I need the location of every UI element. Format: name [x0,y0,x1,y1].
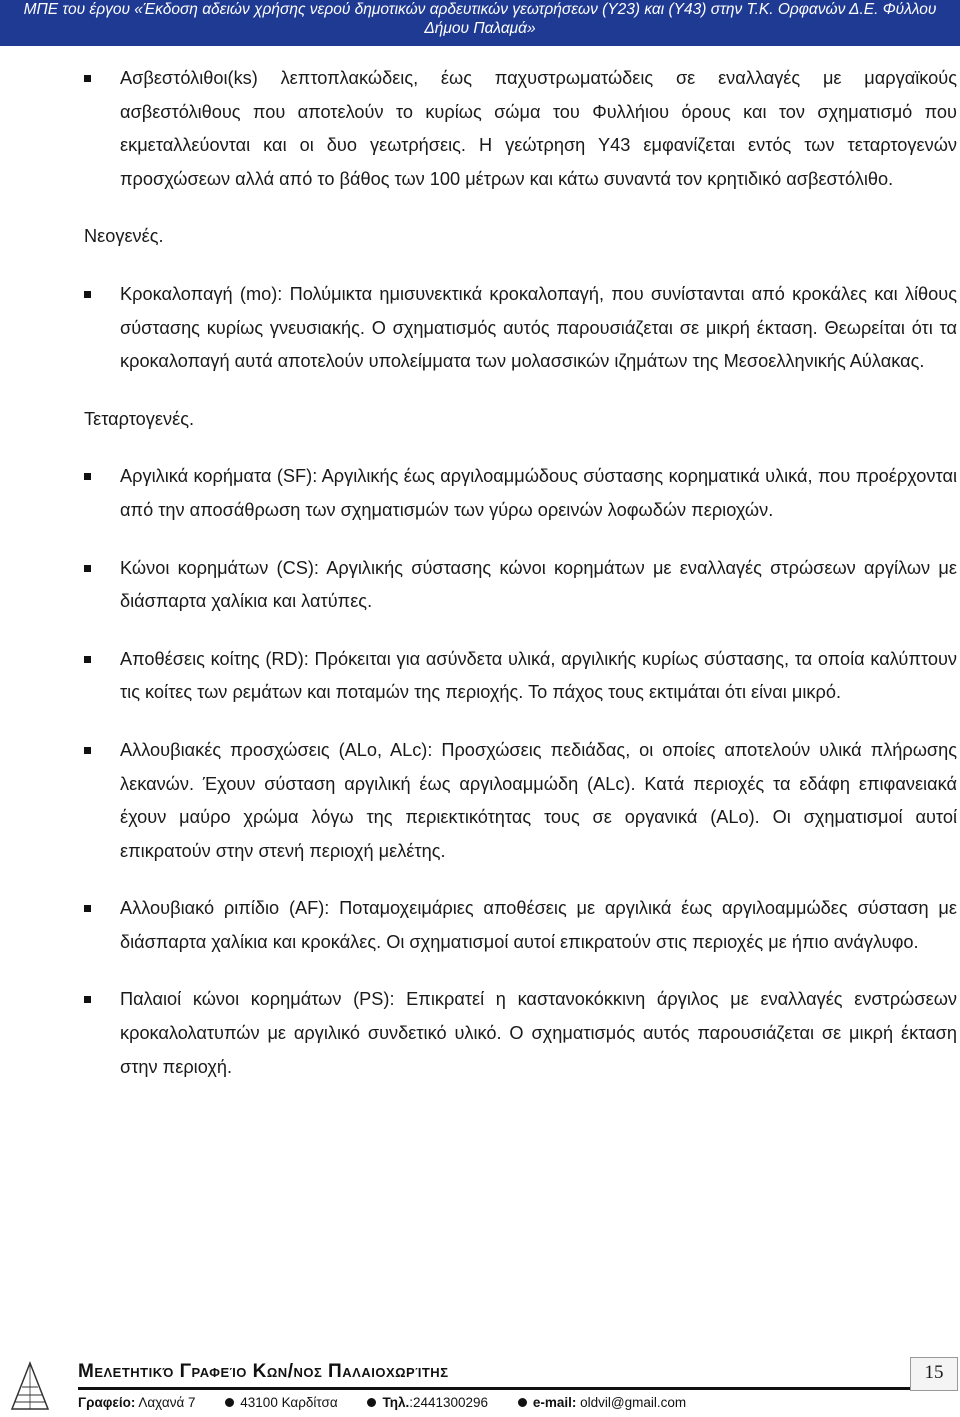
paragraph-limestones: Ασβεστόλιθοι(ks) λεπτοπλακώδεις, έως παχυστρωματώδεις σε εναλλαγές με μαργαϊκούς ασβεστόλιθους που αποτελούν το κυρίως σώμα του Φυλλήιου όρους και τον σχηματισμό που εκμεταλλεύονται και οι δυο γεωτρήσεις. Η γεώτρηση Υ43 εμφανίζεται εντός των τεταρτογενών προσχώσεων αλλά από το βάθος των 100 μέτρων και κάτω συναντά τον κρητιδικό ασβεστόλιθο. [120,68,957,189]
company-logo-icon [8,1359,52,1411]
bullet-paragraph-cs [84,552,957,619]
document-footer [0,1355,960,1417]
bullet-paragraph-af [84,892,957,959]
square-bullet-icon [84,291,91,298]
heading-neogene: Νεογενές. [84,226,164,247]
paragraph-cs: Κώνοι κορημάτων (CS): Αργιλικής σύστασης κώνοι κορημάτων με εναλλαγές στρώσεων αργίλων με διάσπαρτα χαλίκια και λατύπες. [120,557,957,612]
square-bullet-icon [84,565,91,572]
bullet-dot-icon [518,1398,527,1407]
phone-number: :2441300296 [409,1395,489,1410]
square-bullet-icon [84,473,91,480]
heading-quaternary: Τεταρτογενές. [84,408,195,429]
square-bullet-icon [84,996,91,1003]
page-number: 15 [910,1357,958,1391]
email-address: oldvil@gmail.com [580,1395,687,1410]
phone-label: Τηλ. [382,1395,410,1410]
square-bullet-icon [84,656,91,663]
bullet-paragraph-conglomerates [84,278,957,379]
paragraph-sf: Αργιλικά κορήματα (SF): Αργιλικής έως αργιλοαμμώδους σύστασης κορηματικά υλικά, που προέρχονται από την αποσάθρωση των σχηματισμών των γύρω ορεινών λοφωδών περιοχών. [120,466,957,520]
postal-address: 43100 Καρδίτσα [240,1395,338,1410]
page-body [84,62,957,1084]
bullet-dot-icon [225,1398,234,1407]
paragraph-rd: Αποθέσεις κοίτης (RD): Πρόκειται για ασύνδετα υλικά, αργιλικής κυρίως σύστασης, τα οποία καλύπτουν τις κοίτες των ρεμάτων και ποταμών της περιοχής. Το πάχος τους εκτιμάται ότι είναι μικρό. [120,648,957,703]
bullet-paragraph-limestones [84,62,957,196]
office-address: Λαχανά 7 [138,1395,196,1410]
contact-line [78,1395,686,1410]
paragraph-ps: Παλαιοί κώνοι κορημάτων (PS): Επικρατεί η καστανοκόκκινη άργιλος με εναλλαγές ενστρώσεων κροκαλολατυπών με αργιλικό συνδετικό υλικό. Ο σχηματισμός αυτός παρουσιάζεται σε μικρή έκταση στην περιοχή. [120,989,957,1077]
square-bullet-icon [84,75,91,82]
header-line-2: Δήμου Παλαμά» [424,20,536,37]
square-bullet-icon [84,747,91,754]
bullet-dot-icon [367,1398,376,1407]
office-label: Γραφείο: [78,1395,136,1410]
header-line-1: ΜΠΕ του έργου «Έκδοση αδειών χρήσης νερού δημοτικών αρδευτικών γεωτρήσεων (Υ23) και (Υ43) στην Τ.Κ. Ορφανών Δ.Ε. Φύλλου [23,1,937,18]
paragraph-conglomerates: Κροκαλοπαγή (mo): Πολύμικτα ημισυνεκτικά κροκαλοπαγή, που συνίστανται από κροκάλες και λίθους σύστασης κυρίως γνευσιακής. Ο σχηματισμός αυτός παρουσιάζεται σε μικρή έκταση. Θεωρείται ότι τα κροκαλοπαγή αυτά αποτελούν υπολείμματα των μολασσικών ιζημάτων της Μεσοελληνικής Αύλακας. [120,283,957,372]
bullet-paragraph-ps [84,983,957,1084]
footer-rule [78,1387,910,1390]
company-name: Μελετητικό Γραφείο Κων/νος Παλαιοχωρίτης [78,1361,449,1382]
paragraph-af: Αλλουβιακό ριπίδιο (AF): Ποταμοχειμάριες αποθέσεις με αργιλικά έως αργιλοαμμώδες σύσταση με διάσπαρτα χαλίκια και κροκάλες. Οι σχηματισμοί αυτοί επικρατούν στις περιοχές με ήπιο ανάγλυφο. [120,898,957,952]
document-header [0,0,960,46]
bullet-paragraph-rd [84,643,957,710]
bullet-paragraph-sf [84,460,957,527]
paragraph-alluvial: Αλλουβιακές προσχώσεις (ALo, ALc): Προσχώσεις πεδιάδας, οι οποίες αποτελούν υλικά πλήρωσης λεκανών. Έχουν σύσταση αργιλική έως αργιλοαμμώδη (ALc). Κατά περιοχές τα εδάφη επιφανειακά έχουν μαύρο χρώμα λόγω της περιεκτικότητας τους σε οργανικά (ALo). Οι σχηματισμοί αυτοί επικρατούν στην στενή περιοχή μελέτης. [120,739,957,861]
square-bullet-icon [84,905,91,912]
email-label: e-mail: [532,1395,577,1410]
bullet-paragraph-alluvial [84,734,957,868]
